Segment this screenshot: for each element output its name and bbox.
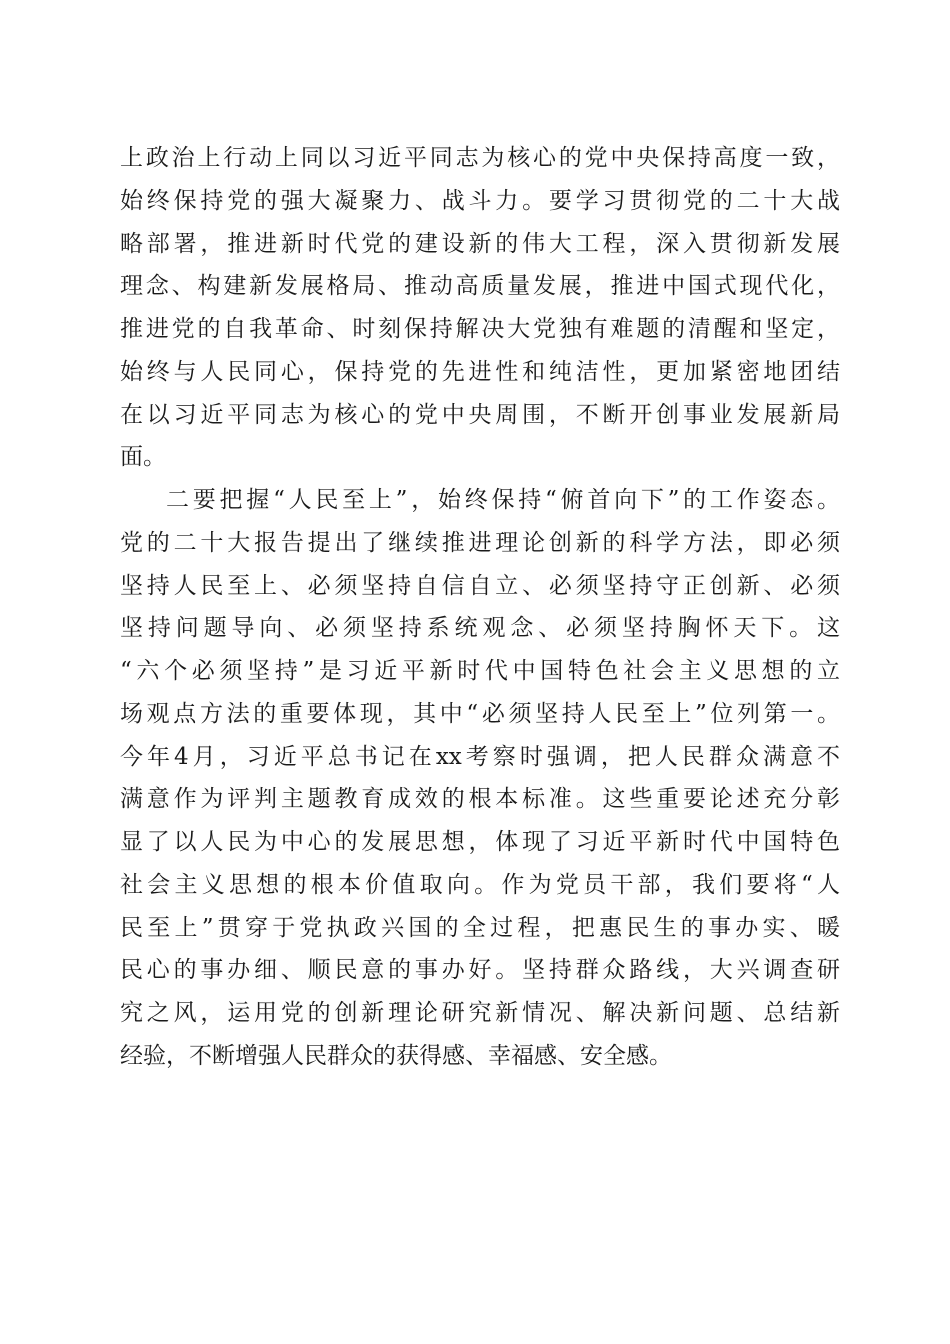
text-line: 党的二十大报告提出了继续推进理论创新的科学方法，即必须 <box>120 529 840 556</box>
text-line: 始终与人民同心，保持党的先进性和纯洁性，更加紧密地团结 <box>120 358 840 385</box>
text-line: 二要把握“人民至上”，始终保持“俯首向下”的工作姿态。 <box>166 487 840 513</box>
text-line: 满意作为评判主题教育成效的根本标准。这些重要论述充分彰 <box>120 786 840 813</box>
text-line: 民至上”贯穿于党执政兴国的全过程，把惠民生的事办实、暖 <box>120 914 840 941</box>
text-line: 显了以人民为中心的发展思想，体现了习近平新时代中国特色 <box>120 829 840 855</box>
text-line: 在以习近平同志为核心的党中央周围，不断开创事业发展新局 <box>120 401 840 428</box>
text-line: 坚持问题导向、必须坚持系统观念、必须坚持胸怀天下。这 <box>120 615 840 642</box>
text-line: 理念、构建新发展格局、推动高质量发展，推进中国式现代化， <box>120 273 840 300</box>
text-line: 面。 <box>120 444 166 471</box>
text-line: 今年4月，习近平总书记在xx考察时强调，把人民群众满意不 <box>120 743 840 770</box>
text-line: 始终保持党的强大凝聚力、战斗力。要学习贯彻党的二十大战 <box>120 187 840 214</box>
text-line: 经验，不断增强人民群众的获得感、幸福感、安全感。 <box>120 1042 672 1069</box>
text-line: 上政治上行动上同以习近平同志为核心的党中央保持高度一致， <box>120 145 840 171</box>
text-line: 推进党的自我革命、时刻保持解决大党独有难题的清醒和坚定， <box>120 316 840 342</box>
text-line: 略部署，推进新时代党的建设新的伟大工程，深入贯彻新发展 <box>120 230 840 257</box>
text-line: 社会主义思想的根本价值取向。作为党员干部，我们要将“人 <box>120 871 840 898</box>
document-body <box>120 137 840 1078</box>
paragraph-1 <box>120 137 840 479</box>
text-line: 究之风，运用党的创新理论研究新情况、解决新问题、总结新 <box>120 1000 840 1026</box>
paragraph-2 <box>120 479 840 1078</box>
text-line: “六个必须坚持”是习近平新时代中国特色社会主义思想的立 <box>120 658 840 684</box>
text-line: 坚持人民至上、必须坚持自信自立、必须坚持守正创新、必须 <box>120 572 840 599</box>
text-line: 场观点方法的重要体现，其中“必须坚持人民至上”位列第一。 <box>120 700 840 727</box>
text-line: 民心的事办细、顺民意的事办好。坚持群众路线，大兴调查研 <box>120 957 840 984</box>
